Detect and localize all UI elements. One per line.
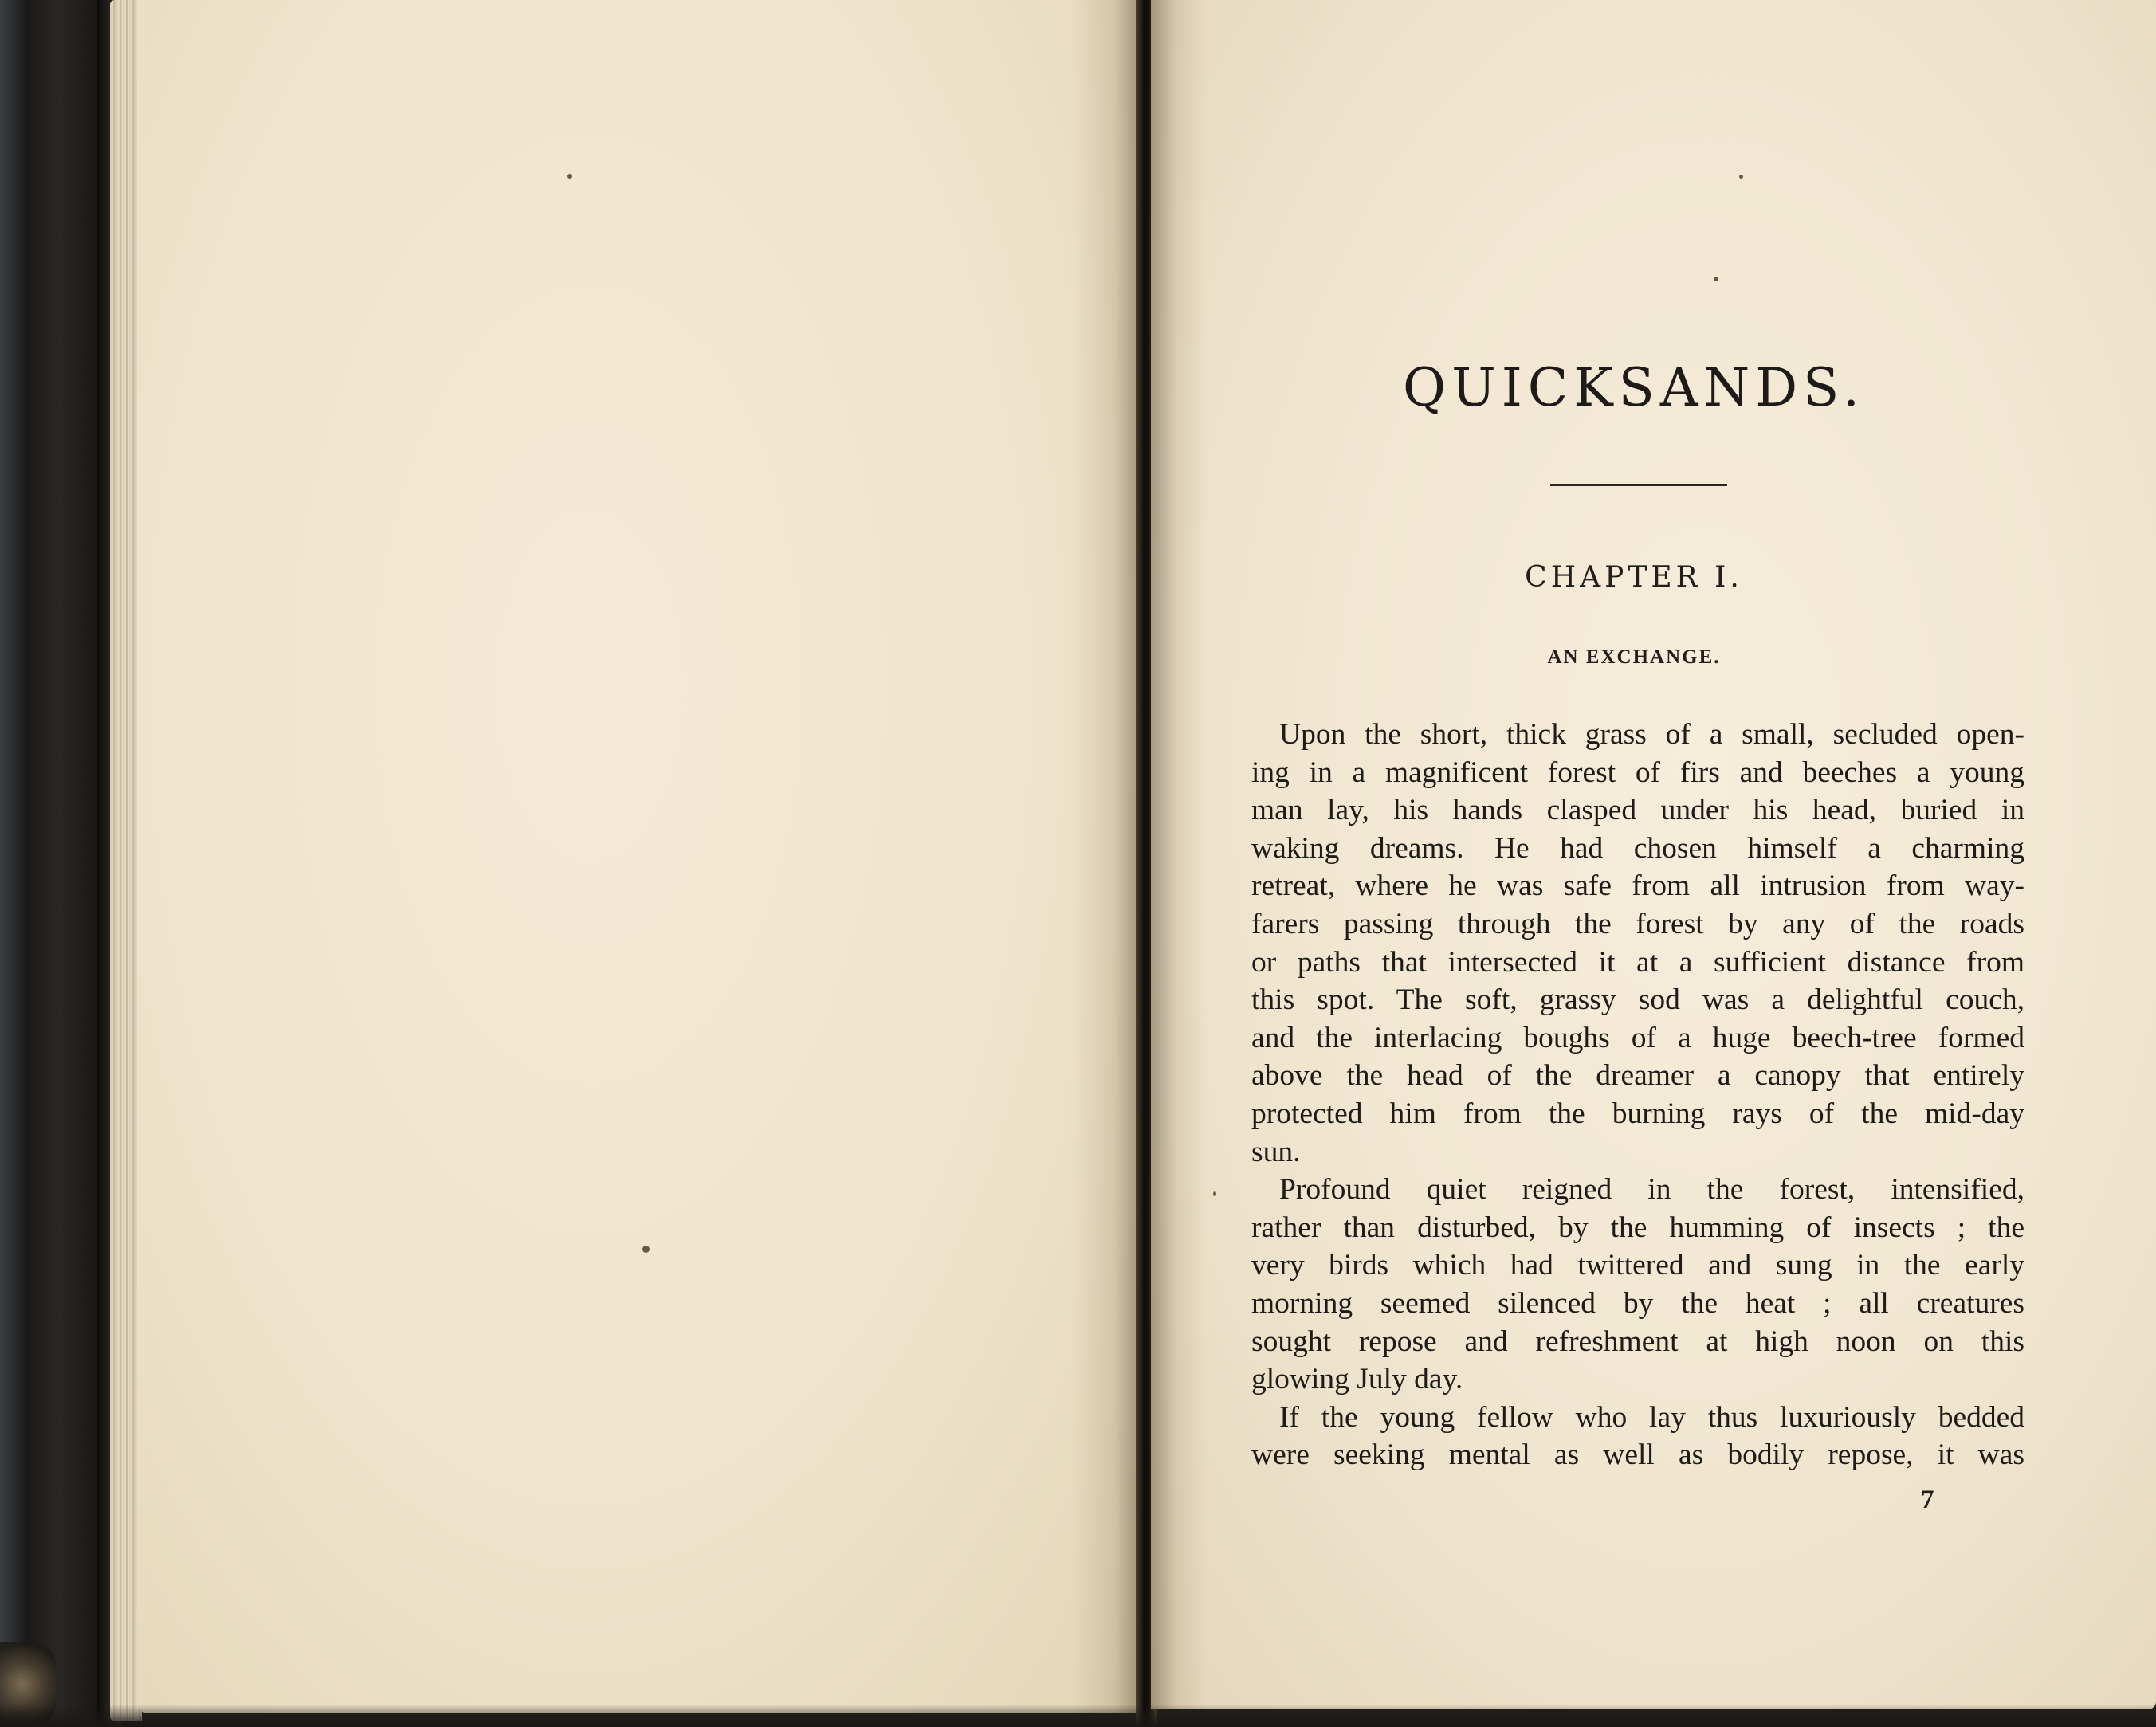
left-page-fold-shadow — [1071, 0, 1143, 1713]
text-line: or paths that intersected it at a sufficient distance from — [1251, 945, 2024, 979]
book-cover-board — [0, 0, 108, 1727]
chapter-subtitle: AN EXCHANGE. — [1547, 646, 1721, 668]
bottom-shadow — [0, 1705, 2156, 1727]
text-line: rather than disturbed, by the humming of insects ; the — [1251, 1211, 2024, 1244]
text-line: retreat, where he was safe from all intrusion from way- — [1251, 869, 2024, 903]
text-line: man lay, his hands clasped under his head, buried in — [1251, 794, 2024, 827]
text-line: If the young fellow who lay thus luxuriously bedded — [1279, 1400, 2024, 1434]
text-line: very birds which had twittered and sung in the early — [1251, 1249, 2024, 1282]
text-line: sought repose and refreshment at high noon on this — [1251, 1325, 2024, 1358]
text-line: were seeking mental as well as bodily repose, it was — [1251, 1439, 2024, 1472]
text-line: ing in a magnificent forest of firs and beeches a young — [1251, 756, 2024, 789]
text-line: morning seemed silenced by the heat ; all creatures — [1251, 1286, 2024, 1320]
page-number: 7 — [1921, 1486, 1934, 1514]
text-line: farers passing through the forest by any of the roads — [1251, 907, 2024, 940]
paper-speck — [1739, 175, 1743, 179]
paper-speck — [1714, 277, 1718, 281]
paper-speck — [642, 1246, 650, 1253]
text-line: waking dreams. He had chosen himself a charming — [1251, 831, 2024, 865]
text-line: glowing July day. — [1251, 1363, 1463, 1396]
title-rule — [1550, 484, 1727, 486]
chapter-heading: CHAPTER I. — [1525, 561, 1743, 594]
text-line: Upon the short, thick grass of a small, secluded open- — [1279, 718, 2024, 751]
paper-speck — [1213, 1191, 1216, 1196]
right-page-fold-shadow — [1151, 0, 1207, 1709]
text-line: protected him from the burning rays of the mid-day — [1251, 1097, 2024, 1130]
text-line: above the head of the dreamer a canopy that entirely — [1251, 1059, 2024, 1093]
text-line: this spot. The soft, grassy sod was a delightful couch, — [1251, 983, 2024, 1017]
text-line: Profound quiet reigned in the forest, intensified, — [1279, 1173, 2024, 1207]
book-title: QUICKSANDS. — [1403, 357, 1865, 418]
body-text — [1251, 716, 2024, 1474]
left-page-blank — [137, 0, 1143, 1713]
text-line: sun. — [1251, 1135, 1301, 1168]
text-line: and the interlacing boughs of a huge beech-tree formed — [1251, 1021, 2024, 1054]
paper-speck — [567, 174, 572, 179]
